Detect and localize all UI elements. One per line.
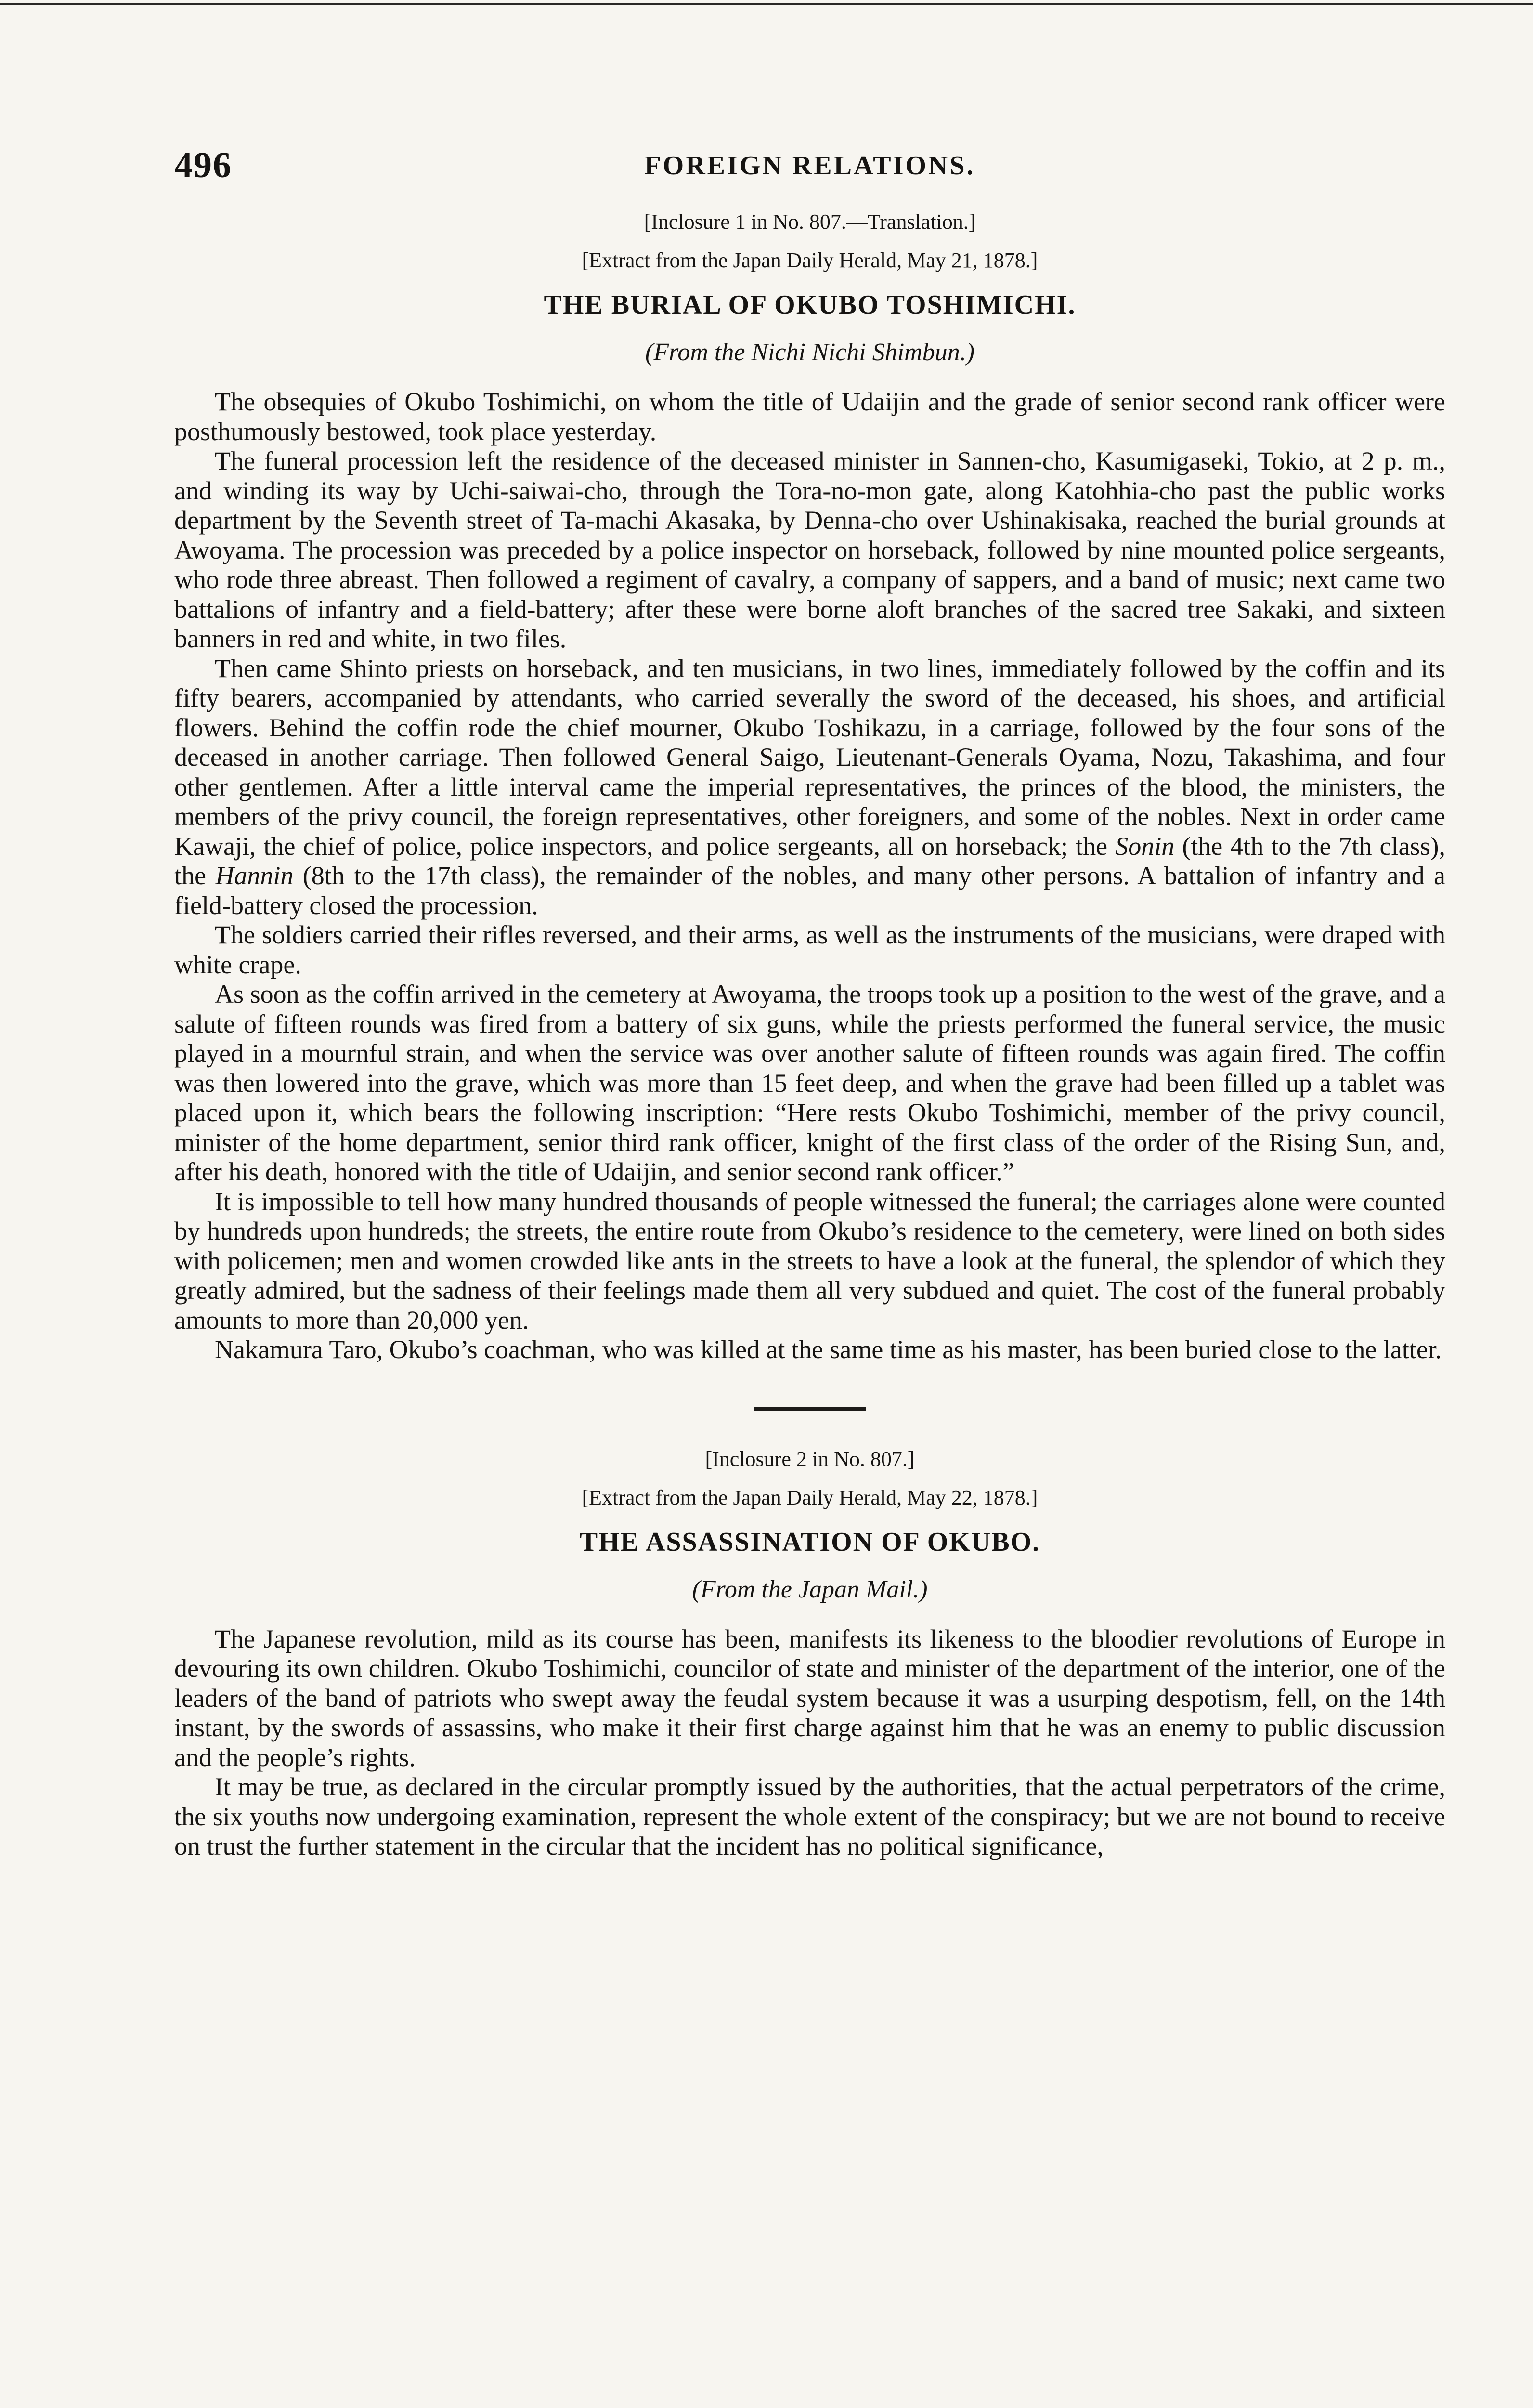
document-page: [174, 144, 1445, 2408]
paragraph-text: (8th to the 17th class), the remainder of the nobles, and many other persons. A battalion of infantry and a field-battery closed the procession.: [174, 861, 1445, 920]
paragraph: The Japanese revolution, mild as its course has been, manifests its likeness to the bloodier revolutions of Europe in devouring its own children. Okubo Toshimichi, councilor of state and minister of the department of the interior, one of the leaders of the band of patriots who swept away the feudal system because it was a usurping despotism, fell, on the 14th instant, by the swords of assassins, who make it their first charge against him that he was an enemy to public discussion and the people’s rights.: [174, 1624, 1445, 1772]
section-separator: [754, 1407, 866, 1411]
section-assassination: [174, 1444, 1445, 1861]
article-title: THE BURIAL OF OKUBO TOSHIMICHI.: [544, 290, 1076, 320]
paragraph: Nakamura Taro, Okubo’s coachman, who was killed at the same time as his master, has been buried close to the latter.: [215, 1335, 1442, 1364]
paragraph: [174, 654, 1445, 921]
page-number: 496: [174, 145, 232, 185]
top-rule: [0, 3, 1533, 5]
extract-note: [Extract from the Japan Daily Herald, May 22, 1878.]: [582, 1485, 1038, 1509]
running-title: FOREIGN RELATIONS.: [644, 151, 975, 181]
paragraph: It is impossible to tell how many hundred thousands of people witnessed the funeral; the carriages alone were counted by hundreds upon hundreds; the streets, the entire route from Okubo’s residence to the cemetery, were lined on both sides with policemen; men and women crowded like ants in the streets to have a look at the funeral, the splendor of which they greatly admired, but the sadness of their feelings made them all very subdued and quiet. The cost of the funeral probably amounts to more than 20,000 yen.: [174, 1187, 1445, 1335]
italic-term: Hannin: [215, 861, 294, 890]
inclosure-note: [Inclosure 2 in No. 807.]: [705, 1447, 915, 1471]
article-source: (From the Nichi Nichi Shimbun.): [645, 339, 975, 366]
paragraph: It may be true, as declared in the circular promptly issued by the authorities, that the actual perpetrators of the crime, the six youths now undergoing examination, represent the whole extent of the conspiracy; but we are not bound to receive on trust the further statement in the circular that the incident has no political significance,: [174, 1772, 1445, 1860]
paragraph: The funeral procession left the residence of the deceased minister in Sannen-cho, Kasumigaseki, Tokio, at 2 p. m., and winding its way by Uchi-saiwai-cho, through the Tora-no-mon gate, along Katohhia-cho past the public works department by the Seventh street of Ta-machi Akasaka, by Denna-cho over Ushinakisaka, reached the burial grounds at Awoyama. The procession was preceded by a police inspector on horseback, followed by nine mounted police sergeants, who rode three abreast. Then followed a regiment of cavalry, a company of sappers, and a band of music; next came two battalions of infantry and a field-battery; after these were borne aloft branches of the sacred tree Sakaki, and sixteen banners in red and white, in two files.: [174, 446, 1445, 653]
running-head: [174, 144, 1445, 188]
extract-note: [Extract from the Japan Daily Herald, May 21, 1878.]: [582, 249, 1038, 272]
section-burial: [174, 207, 1445, 1365]
inclosure-note: [Inclosure 1 in No. 807.—Translation.]: [644, 210, 976, 234]
paragraph-text: Then came Shinto priests on horseback, and ten musicians, in two lines, immediately followed by the coffin and its fifty bearers, accompanied by attendants, who carried severally the sword of the deceased, his shoes, and artificial flowers. Behind the coffin rode the chief mourner, Okubo Toshikazu, in a carriage, followed by the four sons of the deceased in another carriage. Then followed General Saigo, Lieutenant-Generals Oyama, Nozu, Takashima, and four other gentlemen. After a little interval came the imperial representatives, the princes of the blood, the ministers, the members of the privy council, the foreign representatives, other foreigners, and some of the nobles. Next in order came Kawaji, the chief of police, police inspectors, and police sergeants, all on horseback; the: [174, 654, 1445, 861]
paragraph: The soldiers carried their rifles reversed, and their arms, as well as the instruments of the musicians, were draped with white crape.: [174, 920, 1445, 979]
paragraph: As soon as the coffin arrived in the cemetery at Awoyama, the troops took up a position to the west of the grave, and a salute of fifteen rounds was fired from a battery of six guns, while the priests performed the funeral service, the music played in a mournful strain, and when the service was over another salute of fifteen rounds was again fired. The coffin was then lowered into the grave, which was more than 15 feet deep, and when the grave had been filled up a tablet was placed upon it, which bears the following inscription: “Here rests Okubo Toshimichi, member of the privy council, minister of the home department, senior third rank officer, knight of the first class of the order of the Rising Sun, and, after his death, honored with the title of Udaijin, and senior second rank officer.”: [174, 980, 1445, 1186]
italic-term: Sonin: [1115, 831, 1175, 861]
paragraph: The obsequies of Okubo Toshimichi, on whom the title of Udaijin and the grade of senior second rank officer were posthumously bestowed, took place yesterday.: [174, 387, 1445, 446]
article-source: (From the Japan Mail.): [692, 1575, 928, 1603]
paragraph-text: (the 4th to the 7th class), the: [174, 831, 1445, 890]
article-title: THE ASSASSINATION OF OKUBO.: [579, 1527, 1040, 1557]
